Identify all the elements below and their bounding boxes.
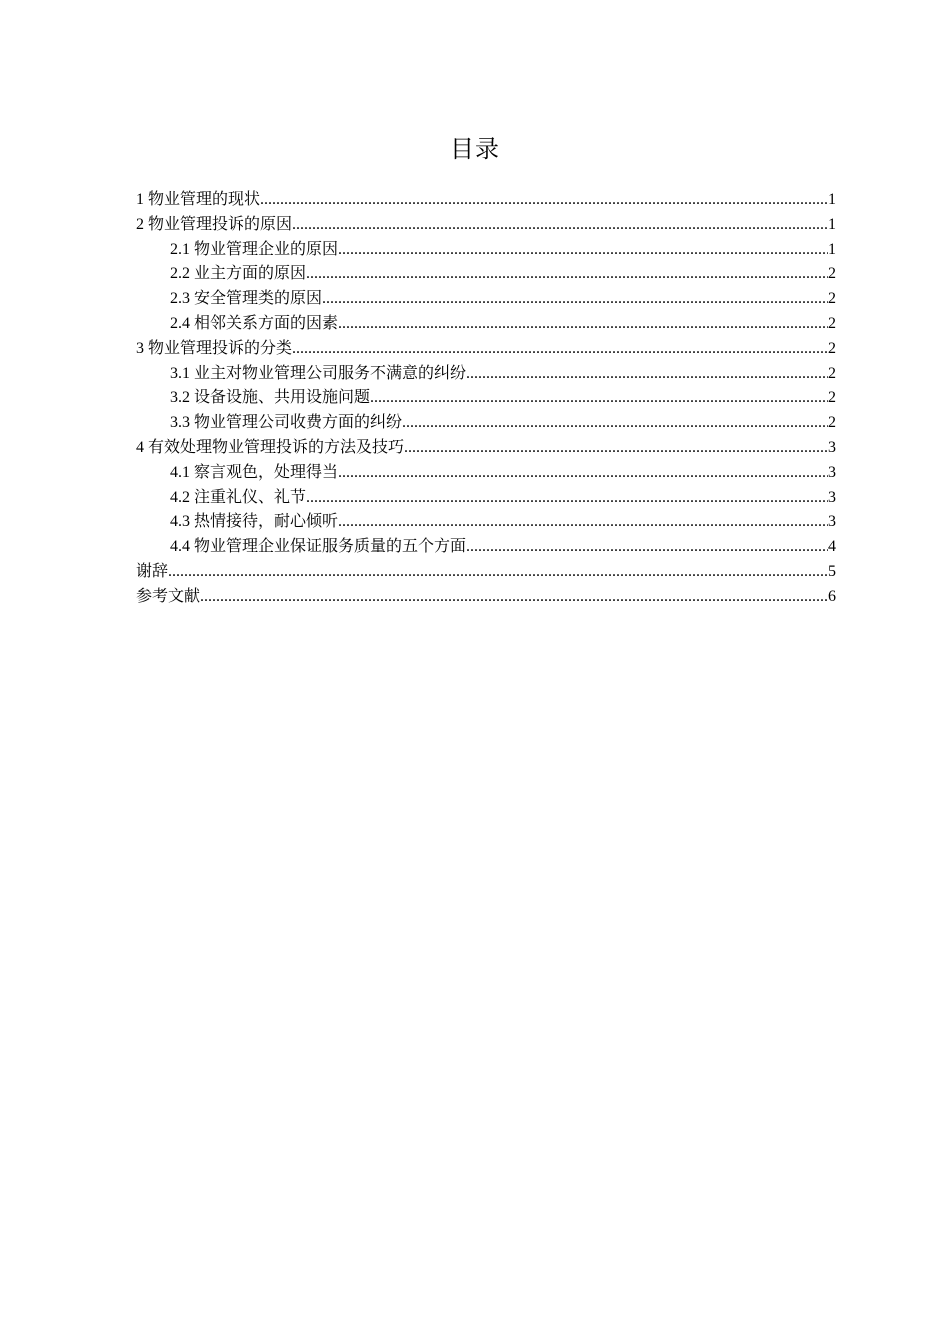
toc-entry-label: 参考文献 bbox=[136, 587, 201, 605]
toc-entry-page-number: 4 bbox=[828, 538, 836, 556]
toc-entry-label: 4.4 物业管理企业保证服务质量的五个方面 bbox=[170, 538, 467, 556]
toc-entry[interactable] bbox=[136, 535, 836, 560]
toc-entry-page-number: 1 bbox=[828, 215, 836, 233]
toc-entry-label: 3.1 业主对物业管理公司服务不满意的纠纷 bbox=[170, 364, 467, 382]
table-of-contents bbox=[136, 188, 836, 610]
toc-entry-label: 2 物业管理投诉的原因 bbox=[136, 215, 293, 233]
toc-entry-label: 谢辞 bbox=[136, 562, 169, 580]
toc-entry[interactable] bbox=[136, 262, 836, 287]
dot-leader bbox=[292, 213, 828, 238]
dot-leader bbox=[322, 287, 828, 312]
toc-entry[interactable] bbox=[136, 312, 836, 337]
dot-leader bbox=[338, 510, 828, 535]
dot-leader bbox=[260, 188, 828, 213]
toc-entry-label: 4 有效处理物业管理投诉的方法及技巧 bbox=[136, 438, 405, 456]
toc-entry-label: 1 物业管理的现状 bbox=[136, 191, 261, 208]
dot-leader bbox=[168, 560, 828, 585]
dot-leader bbox=[306, 262, 828, 287]
toc-entry-label: 4.1 察言观色，处理得当 bbox=[170, 463, 339, 481]
toc-entry-label: 2.1 物业管理企业的原因 bbox=[170, 240, 339, 258]
dot-leader bbox=[338, 312, 828, 337]
toc-entry-page-number: 2 bbox=[828, 265, 836, 283]
toc-entry[interactable] bbox=[136, 238, 836, 263]
toc-entry-label: 2.3 安全管理类的原因 bbox=[170, 290, 323, 308]
toc-entry[interactable] bbox=[136, 188, 836, 213]
toc-entry-page-number: 3 bbox=[828, 488, 836, 506]
toc-entry[interactable] bbox=[136, 461, 836, 486]
toc-entry-page-number: 2 bbox=[828, 414, 836, 432]
toc-entry[interactable] bbox=[136, 213, 836, 238]
toc-entry-label: 4.3 热情接待，耐心倾听 bbox=[170, 513, 339, 531]
toc-entry-label: 2.4 相邻关系方面的因素 bbox=[170, 314, 339, 332]
toc-entry-label: 3.2 设备设施、共用设施问题 bbox=[170, 389, 371, 407]
toc-title: 目录 bbox=[450, 135, 500, 163]
toc-entry[interactable] bbox=[136, 337, 836, 362]
dot-leader bbox=[466, 362, 828, 387]
dot-leader bbox=[370, 386, 828, 411]
toc-entry-page-number: 2 bbox=[828, 389, 836, 407]
toc-entry-page-number: 2 bbox=[828, 339, 836, 357]
dot-leader bbox=[402, 411, 828, 436]
toc-entry-page-number: 1 bbox=[828, 240, 836, 258]
toc-entry[interactable] bbox=[136, 411, 836, 436]
toc-entry-label: 3 物业管理投诉的分类 bbox=[136, 339, 293, 357]
dot-leader bbox=[338, 461, 828, 486]
toc-entry-page-number: 3 bbox=[828, 438, 836, 456]
toc-entry[interactable] bbox=[136, 510, 836, 535]
toc-entry-page-number: 2 bbox=[828, 364, 836, 382]
toc-entry[interactable] bbox=[136, 436, 836, 461]
toc-entry-page-number: 5 bbox=[828, 562, 836, 580]
toc-entry[interactable] bbox=[136, 362, 836, 387]
toc-entry-label: 2.2 业主方面的原因 bbox=[170, 265, 307, 283]
toc-entry-page-number: 3 bbox=[828, 513, 836, 531]
toc-entry-page-number: 2 bbox=[828, 290, 836, 308]
toc-entry-page-number: 3 bbox=[828, 463, 836, 481]
dot-leader bbox=[306, 486, 828, 511]
toc-entry[interactable] bbox=[136, 560, 836, 585]
toc-entry[interactable] bbox=[136, 287, 836, 312]
dot-leader bbox=[200, 585, 828, 610]
toc-entry-page-number: 1 bbox=[828, 191, 836, 208]
toc-entry-label: 3.3 物业管理公司收费方面的纠纷 bbox=[170, 414, 403, 432]
toc-entry-page-number: 6 bbox=[828, 587, 836, 605]
toc-entry[interactable] bbox=[136, 585, 836, 610]
toc-entry-page-number: 2 bbox=[828, 314, 836, 332]
toc-entry[interactable] bbox=[136, 386, 836, 411]
dot-leader bbox=[466, 535, 828, 560]
dot-leader bbox=[292, 337, 828, 362]
toc-entry[interactable] bbox=[136, 486, 836, 511]
dot-leader bbox=[338, 238, 828, 263]
dot-leader bbox=[404, 436, 828, 461]
toc-entry-label: 4.2 注重礼仪、礼节 bbox=[170, 488, 307, 506]
